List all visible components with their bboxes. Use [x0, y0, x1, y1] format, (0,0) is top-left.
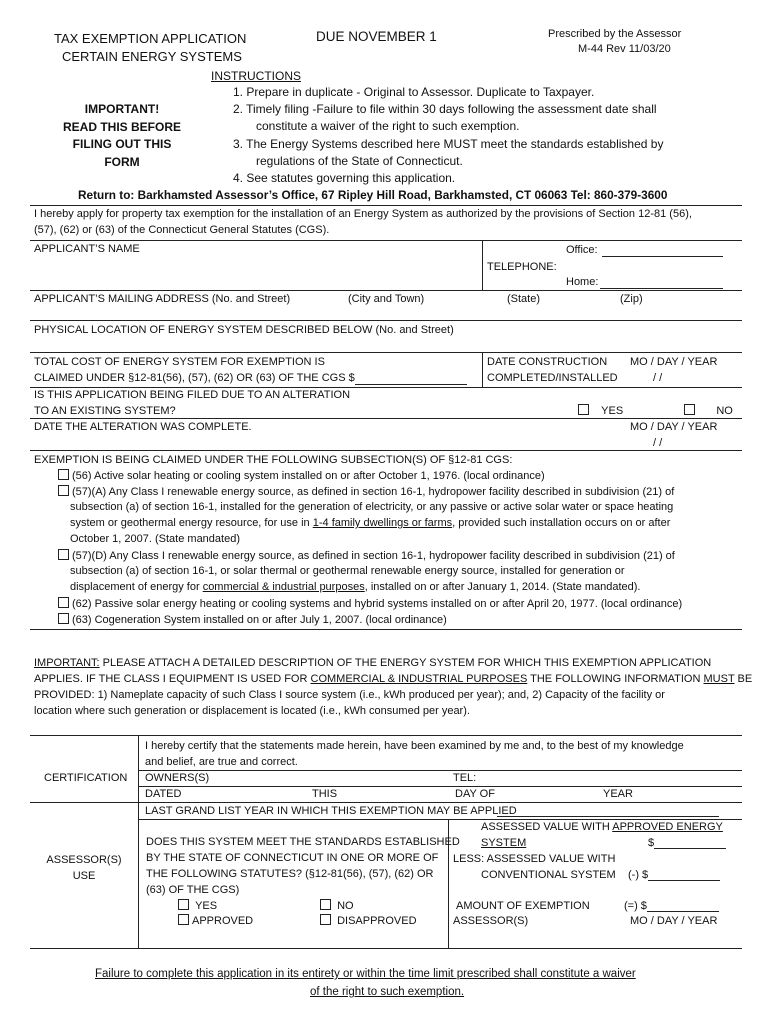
- instruction-2-cont: constitute a waiver of the right to such exemption.: [256, 119, 520, 133]
- disapproved-checkbox[interactable]: [320, 914, 331, 925]
- grand-list-label: LAST GRAND LIST YEAR IN WHICH THIS EXEMPTION MAY BE APPLIED: [145, 805, 517, 817]
- option-57a-line4: October 1, 2007. (State mandated): [70, 533, 240, 545]
- assessors-signature-label: ASSESSOR(S): [453, 915, 529, 927]
- option-56[interactable]: (56) Active solar heating or cooling system installed on or after October 1, 1976. (local ordinance): [58, 469, 545, 482]
- instruction-3-cont: regulations of the State of Connecticut.: [256, 154, 463, 168]
- footer-warning-line2: of the right to such exemption.: [310, 986, 465, 998]
- option-57d-line2: subsection (a) of section 16-1, or solar thermal or geothermal renewable energy source, installed for generation or: [70, 565, 625, 577]
- total-cost-label-line1: TOTAL COST OF ENERGY SYSTEM FOR EXEMPTION IS: [34, 356, 325, 368]
- year-label: YEAR: [603, 788, 633, 800]
- standards-question-line4: (63) OF THE CGS): [146, 884, 240, 896]
- option-57a-line3: system or geothermal energy resource, for use in 1-4 family dwellings or farms, provided such installation occurs on or after: [70, 517, 671, 529]
- option-62-checkbox[interactable]: [58, 597, 69, 608]
- apply-statement-line2: (57), (62) or (63) of the Connecticut General Statutes (CGS).: [34, 224, 330, 236]
- approved-option[interactable]: APPROVED: [178, 914, 253, 927]
- date-construction-label-line2: COMPLETED/INSTALLED: [487, 372, 618, 384]
- option-57a-checkbox[interactable]: [58, 485, 69, 496]
- day-of-label: DAY OF: [455, 788, 495, 800]
- important-notice-line1: IMPORTANT: PLEASE ATTACH A DETAILED DESCRIPTION OF THE ENERGY SYSTEM FOR WHICH THIS EXEMPTION APPLICATION: [34, 657, 712, 669]
- assessed-value-approved-field[interactable]: $: [648, 837, 726, 849]
- important-notice-line2: APPLIES. IF THE CLASS I EQUIPMENT IS USED FOR COMMERCIAL & INDUSTRIAL PURPOSES THE FOLLOWING INFORMATION MUST BE: [34, 673, 753, 685]
- alteration-label-line1: IS THIS APPLICATION BEING FILED DUE TO AN ALTERATION: [34, 389, 351, 401]
- option-57d[interactable]: (57)(D) Any Class I renewable energy source, as defined in section 16-1, hydropower facility described in subdivision (21) of: [58, 549, 675, 562]
- standards-no-option[interactable]: NO: [320, 899, 354, 912]
- conventional-system-label: CONVENTIONAL SYSTEM: [481, 869, 616, 881]
- zip-label: (Zip): [620, 293, 643, 305]
- return-address: Return to: Barkhamsted Assessor’s Office, 67 Ripley Hill Road, Barkhamsted, CT 06063 Tel: 860-379-3600: [78, 188, 668, 202]
- standards-yes-checkbox[interactable]: [178, 899, 189, 910]
- alteration-date-format: MO / DAY / YEAR: [630, 421, 718, 433]
- less-assessed-value-label: LESS: ASSESSED VALUE WITH: [453, 853, 616, 865]
- standards-question-line1: DOES THIS SYSTEM MEET THE STANDARDS ESTABLISHED: [146, 836, 460, 848]
- physical-location-label: PHYSICAL LOCATION OF ENERGY SYSTEM DESCRIBED BELOW (No. and Street): [34, 324, 454, 336]
- option-62[interactable]: (62) Passive solar energy heating or cooling systems and hybrid systems installed on or after April 20, 1977. (local ordinance): [58, 597, 682, 610]
- assessed-value-system-label: SYSTEM: [481, 837, 527, 849]
- apply-statement-line1: I hereby apply for property tax exemption for the installation of an Energy System as authorized by the provisions of Section 12-81 (56),: [34, 208, 692, 220]
- standards-no-checkbox[interactable]: [320, 899, 331, 910]
- date-construction-format: MO / DAY / YEAR: [630, 356, 718, 368]
- form-number: M-44 Rev 11/03/20: [578, 43, 671, 55]
- option-57a-line2: subsection (a) of section 16-1, installed for the generation of electricity, or any passive or active solar water or space heating: [70, 501, 674, 513]
- alteration-date-label: DATE THE ALTERATION WAS COMPLETE.: [34, 421, 252, 433]
- footer-warning-line1: Failure to complete this application in its entirety or within the time limit prescribed shall constitute a waiver: [95, 968, 636, 980]
- instruction-1: 1. Prepare in duplicate - Original to Assessor. Duplicate to Taxpayer.: [233, 85, 595, 99]
- option-56-checkbox[interactable]: [58, 469, 69, 480]
- alteration-yes-option[interactable]: YES: [578, 404, 623, 417]
- office-phone-label: Office:: [566, 244, 598, 256]
- grand-list-field[interactable]: [497, 816, 719, 817]
- home-phone-field[interactable]: [600, 288, 723, 289]
- instruction-4: 4. See statutes governing this application.: [233, 171, 456, 185]
- alteration-label-line2: TO AN EXISTING SYSTEM?: [34, 405, 176, 417]
- certification-label: CERTIFICATION: [44, 772, 128, 784]
- instruction-2: 2. Timely filing -Failure to file within 30 days following the assessment date shall: [233, 102, 657, 116]
- standards-question-line3: THE FOLLOWING STATUTES? (§12-81(56), (57), (62) OR: [146, 868, 434, 880]
- standards-yes-option[interactable]: YES: [178, 899, 217, 912]
- total-cost-label-line2: CLAIMED UNDER §12-81(56), (57), (62) OR (63) OF THE CGS $: [34, 372, 355, 384]
- assessor-use-label: ASSESSOR(S) USE: [46, 854, 122, 882]
- owners-label: OWNERS(S): [145, 772, 210, 784]
- option-63-checkbox[interactable]: [58, 613, 69, 624]
- approved-checkbox[interactable]: [178, 914, 189, 925]
- conventional-value-field[interactable]: (-) $: [628, 869, 720, 881]
- form-title-line1: TAX EXEMPTION APPLICATION: [54, 31, 247, 46]
- alteration-yes-checkbox[interactable]: [578, 404, 589, 415]
- amount-exemption-label: AMOUNT OF EXEMPTION: [456, 900, 590, 912]
- city-town-label: (City and Town): [348, 293, 425, 305]
- due-date: DUE NOVEMBER 1: [316, 29, 437, 44]
- exemption-heading: EXEMPTION IS BEING CLAIMED UNDER THE FOLLOWING SUBSECTION(S) OF §12-81 CGS:: [34, 454, 513, 466]
- date-construction-field[interactable]: / /: [653, 372, 663, 384]
- important-notice-line3: PROVIDED: 1) Nameplate capacity of such Class I source system (i.e., kWh produced per year); and, 2) Capacity of the facility or: [34, 689, 665, 701]
- option-57d-line3: displacement of energy for commercial & industrial purposes, installed on or after January 1, 2014. (State mandated).: [70, 581, 641, 593]
- tel-label: TEL:: [453, 772, 477, 784]
- mailing-address-label: APPLICANT’S MAILING ADDRESS (No. and Street): [34, 293, 291, 305]
- important-notice-line4: location where such generation or displacement is located (i.e., kWh consumed per year).: [34, 705, 470, 717]
- option-57d-checkbox[interactable]: [58, 549, 69, 560]
- standards-question-line2: BY THE STATE OF CONNECTICUT IN ONE OR MORE OF: [146, 852, 439, 864]
- home-phone-label: Home:: [566, 276, 599, 288]
- dated-label: DATED: [145, 788, 182, 800]
- option-57a[interactable]: (57)(A) Any Class I renewable energy source, as defined in section 16-1, hydropower facility described in subdivision (21) of: [58, 485, 674, 498]
- this-label: THIS: [312, 788, 338, 800]
- certification-statement-line1: I hereby certify that the statements made herein, have been examined by me and, to the best of my knowledge: [145, 740, 684, 752]
- prescribed-by: Prescribed by the Assessor: [548, 28, 682, 40]
- date-construction-label-line1: DATE CONSTRUCTION: [487, 356, 608, 368]
- alteration-no-option[interactable]: NO: [684, 404, 733, 417]
- certification-statement-line2: and belief, are true and correct.: [145, 756, 298, 768]
- assessed-value-approved-label: ASSESSED VALUE WITH APPROVED ENERGY: [481, 821, 723, 833]
- assessor-date-format: MO / DAY / YEAR: [630, 915, 718, 927]
- option-63[interactable]: (63) Cogeneration System installed on or after July 1, 2007. (local ordinance): [58, 613, 447, 626]
- alteration-no-checkbox[interactable]: [684, 404, 695, 415]
- instructions-title: INSTRUCTIONS: [211, 69, 301, 83]
- applicant-name-label: APPLICANT’S NAME: [34, 243, 140, 255]
- state-label: (State): [507, 293, 541, 305]
- alteration-date-field[interactable]: / /: [653, 437, 663, 449]
- instruction-3: 3. The Energy Systems described here MUST meet the standards established by: [233, 137, 664, 151]
- disapproved-option[interactable]: DISAPPROVED: [320, 914, 417, 927]
- telephone-label: TELEPHONE:: [487, 261, 557, 273]
- amount-exemption-field[interactable]: (=) $: [624, 900, 719, 912]
- total-cost-field[interactable]: [355, 384, 467, 385]
- office-phone-field[interactable]: [602, 256, 723, 257]
- form-title-line2: CERTAIN ENERGY SYSTEMS: [62, 49, 242, 64]
- important-warning: IMPORTANT! READ THIS BEFORE FILING OUT THIS FORM: [62, 102, 181, 169]
